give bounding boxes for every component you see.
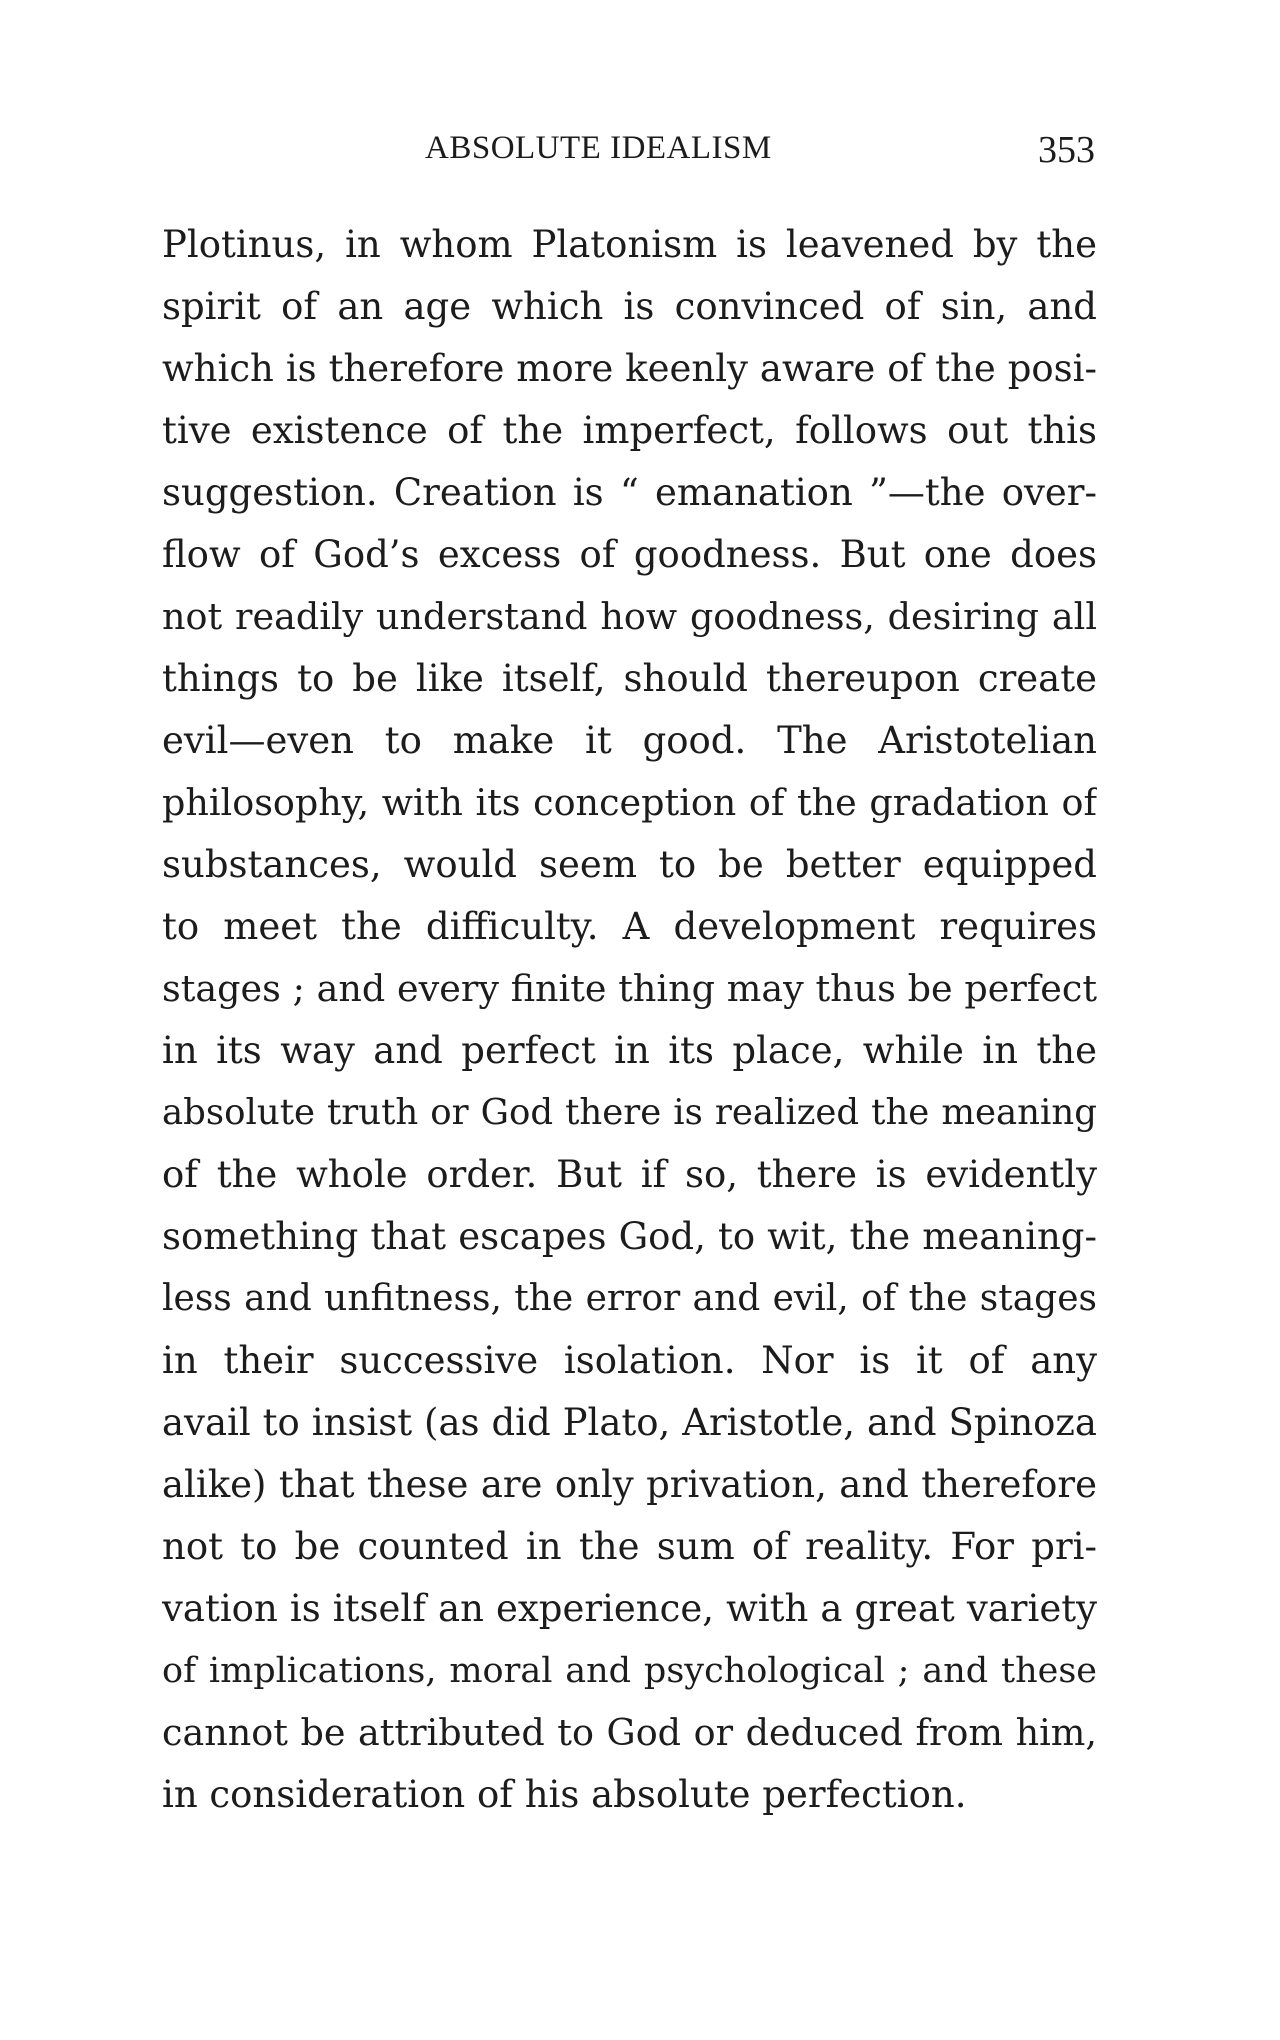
text-line: cannot be attributed to God or deduced from him, xyxy=(162,1711,1097,1754)
text-line: suggestion. Creation is “ emanation ”—the over- xyxy=(162,471,1097,514)
text-line: less and unfitness, the error and evil, of the stages xyxy=(162,1278,1097,1319)
text-line: something that escapes God, to wit, the meaning- xyxy=(162,1215,1097,1258)
text-line: things to be like itself, should thereupon create xyxy=(162,657,1097,700)
text-line: to meet the difficulty. A development requires xyxy=(162,905,1097,948)
text-line: vation is itself an experience, with a great variety xyxy=(162,1587,1097,1630)
text-line: alike) that these are only privation, and therefore xyxy=(162,1463,1097,1506)
text-line: of implications, moral and psychological ; and these xyxy=(162,1651,1097,1691)
body-paragraph xyxy=(162,214,1097,1826)
text-line: flow of God’s excess of goodness. But one does xyxy=(162,533,1097,576)
text-line: in its way and perfect in its place, while in the xyxy=(162,1029,1097,1072)
text-line: Plotinus, in whom Platonism is leavened by the xyxy=(162,223,1097,266)
text-line: not to be counted in the sum of reality. For pri- xyxy=(162,1525,1097,1568)
text-line: in consideration of his absolute perfection. xyxy=(162,1773,967,1816)
page-number: 353 xyxy=(1038,129,1095,171)
running-title: ABSOLUTE IDEALISM xyxy=(425,130,772,166)
text-line: substances, would seem to be better equipped xyxy=(162,843,1097,886)
text-line: spirit of an age which is convinced of sin, and xyxy=(162,285,1097,328)
text-line: of the whole order. But if so, there is evidently xyxy=(162,1153,1097,1196)
text-line: absolute truth or God there is realized the meaning xyxy=(162,1092,1097,1133)
text-line: stages ; and every finite thing may thus be perfect xyxy=(162,967,1097,1010)
text-line: evil—even to make it good. The Aristotelian xyxy=(162,719,1097,762)
text-line: in their successive isolation. Nor is it of any xyxy=(162,1339,1097,1382)
running-head xyxy=(160,130,1095,180)
text-line: which is therefore more keenly aware of the posi- xyxy=(162,347,1097,390)
text-line: philosophy, with its conception of the gradation of xyxy=(162,781,1097,824)
text-line: tive existence of the imperfect, follows out this xyxy=(162,409,1097,452)
text-line: not readily understand how goodness, desiring all xyxy=(162,595,1097,638)
text-line: avail to insist (as did Plato, Aristotle, and Spinoza xyxy=(162,1401,1097,1444)
